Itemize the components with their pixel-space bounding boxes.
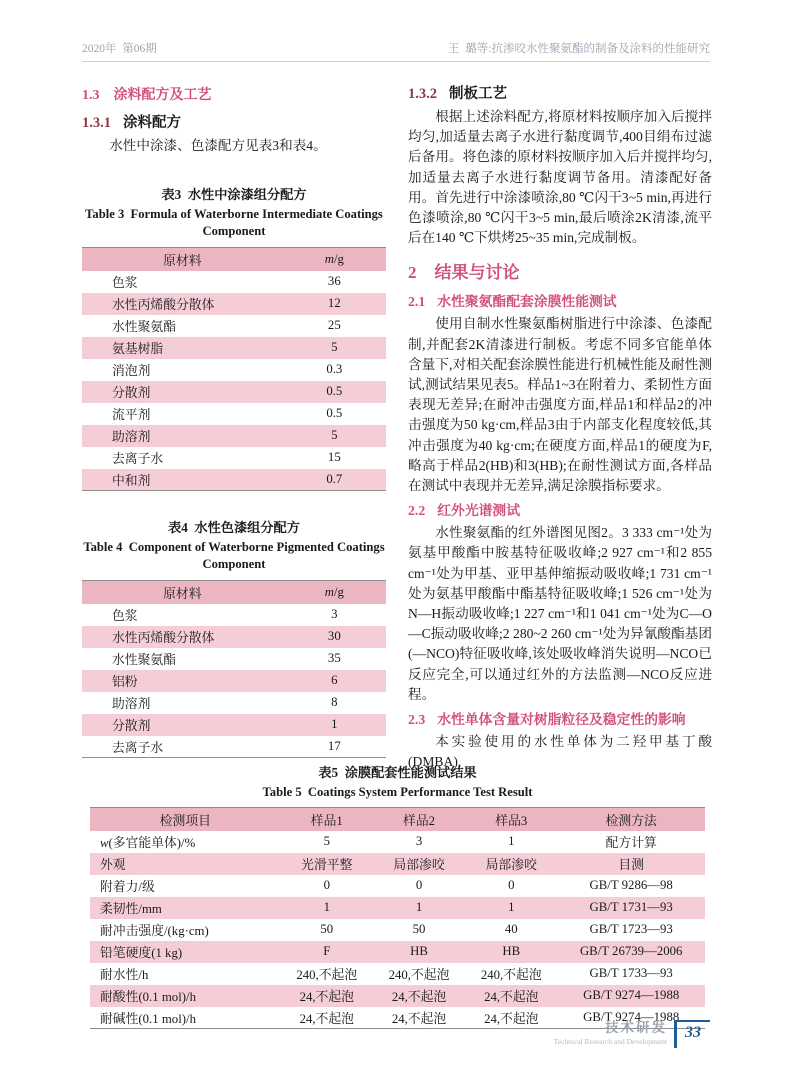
table3-title-en: Table 3 Formula of Waterborne Intermediate Coatings Component <box>85 207 383 239</box>
page-number: 33 <box>674 1020 710 1048</box>
table-row <box>82 736 386 758</box>
column-header-sample2: 样品2 <box>373 808 465 831</box>
table-row <box>82 271 386 293</box>
table-row <box>82 425 386 447</box>
column-header-item: 检测项目 <box>90 808 281 831</box>
heading-number: 1.3.2 <box>408 86 437 102</box>
header-title: 王 璐等:抗渗咬水性聚氨酯的制备及涂料的性能研究 <box>448 43 710 55</box>
table-header-row <box>82 248 386 271</box>
table-header-row <box>82 581 386 604</box>
heading-1-3-1 <box>82 111 386 132</box>
table-cell: 0 <box>415 878 423 892</box>
table5-title-cn: 表5 涂膜配套性能测试结果 <box>318 765 477 780</box>
table-cell: 6 <box>331 673 338 688</box>
table-cell: F <box>323 944 331 958</box>
table-cell: 局部渗咬 <box>393 858 445 872</box>
table-cell: GB/T 9274—1988 <box>583 1009 680 1024</box>
table-cell: 1 <box>323 900 330 914</box>
table-cell: 1 <box>508 900 515 914</box>
table-cell: 耐冲击强度/(kg·cm) <box>100 924 209 938</box>
table-row <box>82 403 386 425</box>
heading-number: 1.3 <box>82 88 100 103</box>
heading-text: 红外光谱测试 <box>437 503 521 519</box>
table-cell: GB/T 9286—98 <box>589 878 673 892</box>
table-row <box>90 919 705 941</box>
table-cell: 中和剂 <box>112 473 151 488</box>
table-cell: 15 <box>327 450 341 465</box>
table-cell: 耐水性/h <box>100 968 149 982</box>
column-header-sample3: 样品3 <box>465 808 557 831</box>
table-cell: 光滑平整 <box>301 858 353 872</box>
table-row <box>82 604 386 626</box>
heading-text: 水性单体含量对树脂粒径及稳定性的影响 <box>437 712 686 728</box>
table4-title-en: Table 4 Component of Waterborne Pigmented Coatings Component <box>83 540 385 572</box>
table-cell: 1 <box>415 900 423 914</box>
right-column <box>408 82 712 772</box>
column-header-mass <box>283 248 386 271</box>
table-cell: 流平剂 <box>112 408 151 423</box>
table-cell: 耐酸性(0.1 mol)/h <box>100 990 196 1004</box>
unit-symbol: m <box>324 251 334 266</box>
heading-number: 2.3 <box>408 712 426 728</box>
table-cell: 助溶剂 <box>112 430 151 445</box>
paragraph-2-3: 本实验使用的水性单体为二羟甲基丁酸(DMBA), <box>408 734 712 770</box>
table-cell: 5 <box>331 428 338 443</box>
heading-text: 制板工艺 <box>449 86 507 102</box>
unit-rest: /g <box>333 251 344 266</box>
table5-title-en: Table 5 Coatings System Performance Test Result <box>262 785 533 799</box>
heading-2-3 <box>408 708 712 728</box>
column-header-sample1: 样品1 <box>281 808 373 831</box>
table-cell: 水性聚氨酯 <box>112 653 176 668</box>
heading-text: 结果与讨论 <box>434 263 520 283</box>
table-cell: 0.5 <box>326 384 343 399</box>
heading-number: 1.3.1 <box>82 115 111 131</box>
paragraph-1-3-1: 水性中涂漆、色漆配方见表3和表4。 <box>109 138 327 153</box>
table-cell: 17 <box>327 738 341 753</box>
table-cell: 消泡剂 <box>112 364 151 379</box>
heading-number: 2.1 <box>408 294 426 310</box>
heading-1-3-2 <box>408 82 712 103</box>
table-cell: 0.5 <box>326 406 343 421</box>
heading-2-1 <box>408 290 712 310</box>
unit-rest: /g <box>333 584 344 599</box>
heading-2 <box>408 258 712 283</box>
table-cell: 0 <box>508 878 515 892</box>
heading-1-3 <box>82 84 386 104</box>
table-cell: 50 <box>412 922 426 936</box>
heading-number: 2 <box>408 263 417 283</box>
table-row <box>82 714 386 736</box>
table-cell: 柔韧性/mm <box>100 902 162 916</box>
column-header-method: 检测方法 <box>557 808 705 831</box>
table-cell: HB <box>410 944 428 958</box>
table-cell: 24,不起泡 <box>391 990 447 1004</box>
table-cell: GB/T 26739—2006 <box>579 944 683 958</box>
table-row <box>82 381 386 403</box>
heading-2-2 <box>408 499 712 519</box>
table-row <box>90 831 705 853</box>
table-cell: 30 <box>327 629 341 644</box>
header-issue: 2020年 第06期 <box>82 43 157 55</box>
table-row <box>82 469 386 491</box>
table-cell: 0 <box>323 878 330 892</box>
table-cell: 水性丙烯酸分散体 <box>112 298 215 313</box>
table-row <box>82 337 386 359</box>
table-cell: 5 <box>323 834 330 848</box>
table4-block <box>82 517 386 758</box>
table-cell: 0.7 <box>326 471 343 486</box>
table-cell: 3 <box>415 834 423 848</box>
table-cell: 附着力/级 <box>100 880 155 894</box>
table-cell: 40 <box>504 922 518 936</box>
footer-section <box>554 1021 667 1046</box>
page-footer <box>554 1020 710 1048</box>
table-cell: 去离子水 <box>112 740 164 755</box>
table-row <box>82 670 386 692</box>
table-row <box>82 648 386 670</box>
column-header-material: 原材料 <box>82 248 283 271</box>
table-cell: 水性聚氨酯 <box>112 320 176 335</box>
table-cell: 外观 <box>100 858 126 872</box>
paragraph-2-2: 水性聚氨酯的红外谱图见图2。3 333 cm⁻¹处为氨基甲酸酯中胺基特征吸收峰;2 927 cm⁻¹和2 855 cm⁻¹处为甲基、亚甲基伸缩振动吸收峰;1 731 cm⁻¹处为氨基甲酸酯中酯基特征吸收峰;1 526 cm⁻¹处为N—H振动吸收峰;1 227 cm⁻¹和1 041 cm⁻¹处为C—O—C振动吸收峰;2 280~2 260 cm⁻¹处为异氰酸酯基团(—NCO)特征吸收峰,该处吸收峰消失说明—NCO已反应完全,可以通过红外的方法监测—NCO反应进程。 <box>408 525 712 702</box>
left-column <box>82 82 386 772</box>
table-cell: 240,不起泡 <box>480 968 542 982</box>
table-cell: 铅笔硬度(1 kg) <box>100 946 183 960</box>
table-cell: 24,不起泡 <box>484 1011 539 1026</box>
table-cell: 24,不起泡 <box>299 1011 354 1026</box>
table-row <box>82 447 386 469</box>
table-cell: 色浆 <box>112 276 138 291</box>
table-cell: 1 <box>508 834 515 848</box>
table-cell: 铝粉 <box>112 675 138 690</box>
table-cell: 水性丙烯酸分散体 <box>112 631 215 646</box>
table-cell: 耐碱性(0.1 mol)/h <box>100 1011 196 1026</box>
table-cell: 3 <box>331 607 338 622</box>
footer-section-en: Technical Research and Development <box>553 1037 667 1047</box>
table3-block <box>82 184 386 491</box>
table-row <box>82 293 386 315</box>
table5 <box>90 807 705 1029</box>
table-row <box>82 315 386 337</box>
table-cell: GB/T 1731—93 <box>589 900 673 914</box>
heading-text: 涂料配方及工艺 <box>113 88 212 103</box>
column-header-material: 原材料 <box>82 581 283 604</box>
table-cell: GB/T 1733—93 <box>589 966 673 980</box>
paragraph-2-1: 使用自制水性聚氨酯树脂进行中涂漆、色漆配制,并配套2K清漆进行制板。考虑不同多官能单体含量下,对相关配套涂膜性能进行机械性能及耐性测试,测试结果见表5。样品1~3在附着力、柔韧性方面表现无差异;在耐冲击强度方面,样品1和样品2的冲击强度为50 kg·cm,样品3由于内部支化程度较低,其冲击强度为40 kg·cm;在硬度方面,样品1的硬度为F,略高于样品2(HB)和3(HB);在耐性测试方面,各样品在测试中表现并无差异,满足涂膜指标要求。 <box>408 316 712 494</box>
table-row <box>90 941 705 963</box>
running-header <box>82 40 710 62</box>
heading-text: 水性聚氨酯配套涂膜性能测试 <box>437 294 617 310</box>
table-cell: 配方计算 <box>605 836 657 850</box>
heading-number: 2.2 <box>408 503 426 519</box>
heading-text: 涂料配方 <box>123 115 181 131</box>
table-row <box>82 626 386 648</box>
table-cell: 24,不起泡 <box>299 990 354 1004</box>
table-cell: 0.3 <box>326 362 343 377</box>
table3-title-cn: 表3 水性中涂漆组分配方 <box>161 187 307 203</box>
column-header-mass <box>283 581 386 604</box>
unit-symbol: m <box>324 584 334 599</box>
table-cell: 分散剂 <box>112 719 151 734</box>
table-cell: 50 <box>320 922 334 936</box>
table-cell: 助溶剂 <box>112 697 151 712</box>
table-cell: 240,不起泡 <box>388 968 450 982</box>
two-column-body <box>82 82 712 772</box>
table-cell: 12 <box>327 296 341 311</box>
table-cell: 25 <box>327 318 341 333</box>
table-cell: 8 <box>331 695 338 710</box>
paragraph-1-3-2: 根据上述涂料配方,将原材料按顺序加入后搅拌均匀,加适量去离子水进行黏度调节,400目绢布过滤后备用。将色漆的原材料按顺序加入后并搅拌均匀,加适量去离子水进行黏度调节备用。清漆配好备用。首先进行中涂漆喷涂,80 ℃闪干3~5 min,再进行色漆喷涂,80 ℃闪干3~5 min,最后喷涂2K清漆,流平后在140 ℃下烘烤25~35 min,完成制板。 <box>408 109 712 246</box>
table-cell: 36 <box>327 274 341 289</box>
table3 <box>82 247 386 491</box>
table5-block <box>90 762 705 1029</box>
table-row <box>90 963 705 985</box>
table-cell: 240,不起泡 <box>296 968 358 982</box>
table-row <box>82 692 386 714</box>
table-cell: 氨基树脂 <box>112 342 164 357</box>
table-row <box>90 985 705 1007</box>
table-cell: 5 <box>331 340 338 355</box>
table-cell: 分散剂 <box>112 386 151 401</box>
table-cell: w(多官能单体)/% <box>100 836 196 850</box>
table-cell: 局部渗咬 <box>485 858 537 872</box>
table-row <box>90 897 705 919</box>
table-row <box>82 359 386 381</box>
table-cell: 目测 <box>618 858 644 872</box>
table-cell: 35 <box>327 651 341 666</box>
table4 <box>82 580 386 758</box>
table-cell: 去离子水 <box>112 452 164 467</box>
table-cell: 24,不起泡 <box>391 1011 447 1026</box>
table-header-row <box>90 808 705 831</box>
table-row <box>90 875 705 897</box>
table-cell: 1 <box>331 717 338 732</box>
table-row <box>90 853 705 875</box>
table-cell: 色浆 <box>112 609 138 624</box>
table-cell: 24,不起泡 <box>484 990 539 1004</box>
footer-section-cn: 技术研发 <box>605 1020 667 1036</box>
table4-title-cn: 表4 水性色漆组分配方 <box>168 520 300 536</box>
table-cell: GB/T 1723—93 <box>589 922 673 936</box>
table-cell: GB/T 9274—1988 <box>583 988 680 1002</box>
table-cell: HB <box>502 944 521 958</box>
